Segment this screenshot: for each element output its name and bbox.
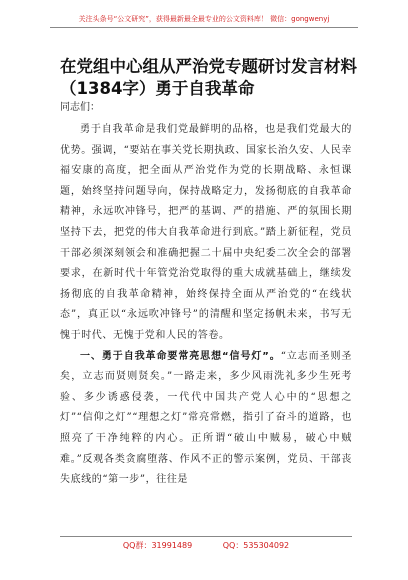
header-banner: 关注头条号“公文研究”，获得最新最全最专业的公文资料库！ 微信：gongwenyj [50,14,358,28]
footer-contact [60,536,352,551]
body-paragraph-text: “立志而圣则圣矣，立志而贤则贤矣。”一路走来，多少风雨洗礼多少生死考验、多少诱惑侵袭，一代代中国共产党人心中的“思想之灯”“信仰之灯”“理想之灯”常亮常燃，指引了奋斗的道路，也照亮了干净纯粹的内心。正所谓“破山中贼易，破心中贼难。”反观各类贪腐堕落、作风不正的警示案例，党员、干部丧失底线的“第一步”，往往是 [60,350,353,486]
footer-qq: QQ：535304092 [222,541,290,550]
salutation: 同志们： [60,102,100,113]
body-paragraph: 勇于自我革命是我们党最鲜明的品格，也是我们党最大的优势。强调，“要站在事关党长期执政、国家长治久安、人民幸福安康的高度，把全面从严治党作为党的长期战略、永恒课题，始终坚持问题导向，保持战略定力，发扬彻底的自我革命精神，永远吹冲锋号，把严的基调、严的措施、严的氛围长期坚持下去，把党的伟大自我革命进行到底。”踏上新征程，党员干部必须深刻领会和准确把握二十届中央纪委二次全会的部署要求，在新时代十年管党治党取得的重大成就基础上，继续发扬彻底的自我革命精神，始终保持全面从严治党的“在线状态”，真正以“永远吹冲锋号”的清醒和坚定扬帆未来，书写无愧于时代、无愧于党和人民的答卷。 [60,124,352,341]
document-body [60,120,352,491]
section-heading: 一、勇于自我革命要常亮思想“信号灯”。 [80,350,281,362]
document-title: 在党组中心组从严治党专题研讨发言材料（1384字）勇于自我革命 [60,57,357,98]
body-paragraph-with-heading [60,347,352,491]
footer-qq-group: QQ群：31991489 [122,541,193,550]
